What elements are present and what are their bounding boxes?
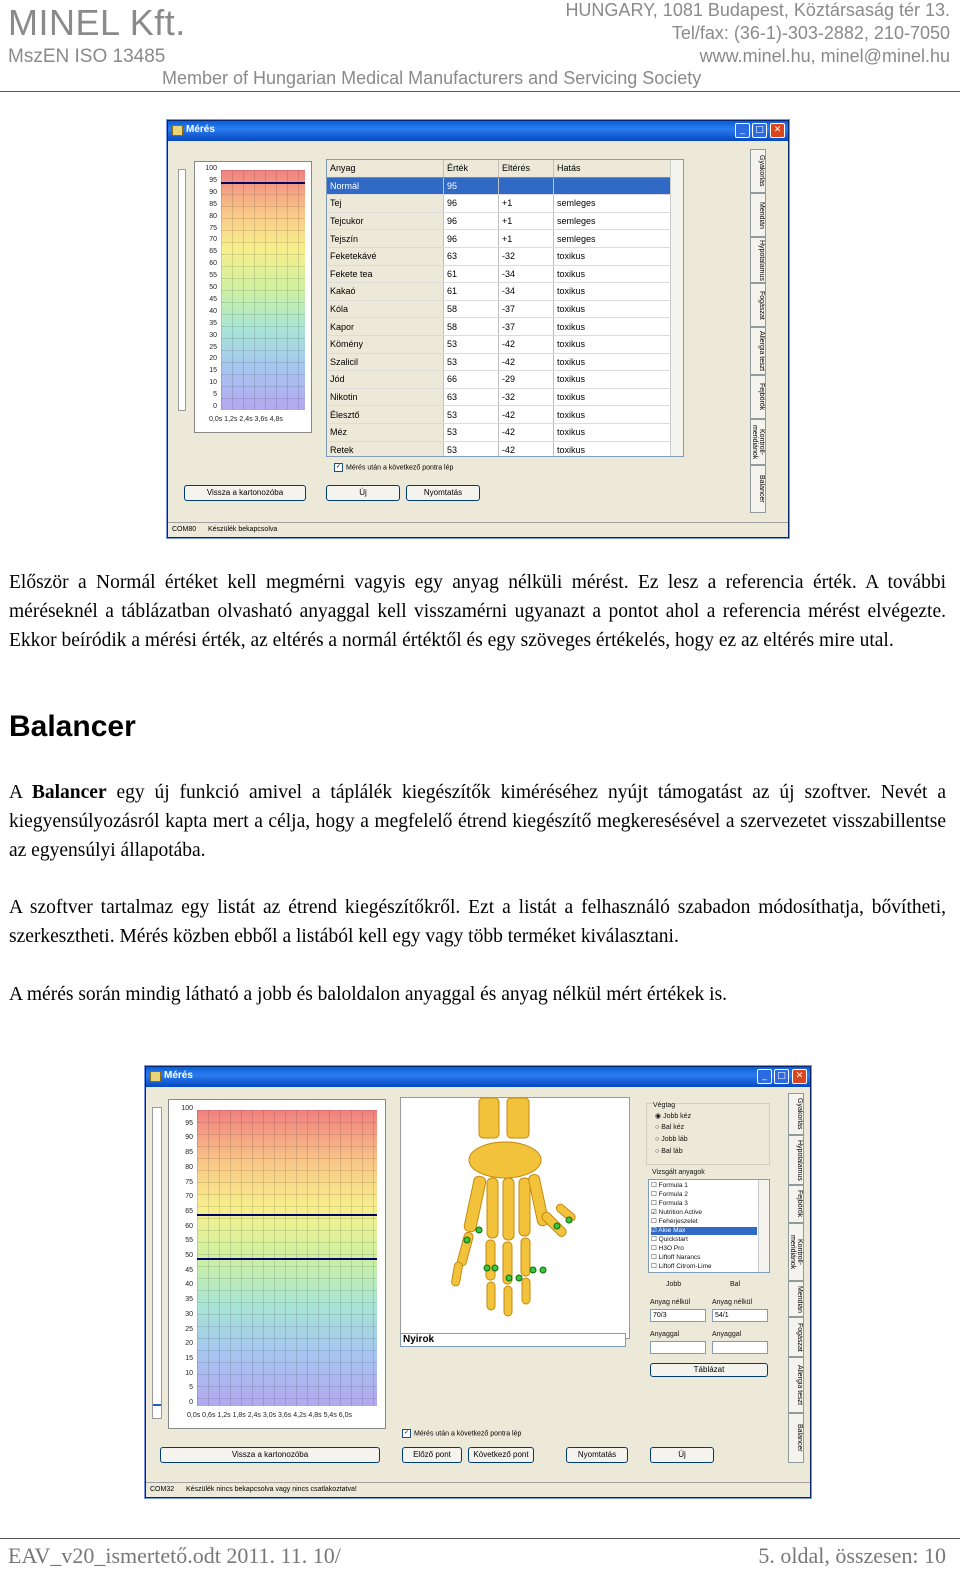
product-item[interactable]: ☐ Formula 2 [651,1191,688,1198]
app-icon [172,125,183,136]
table-cell-ertek: 96 [444,230,499,248]
table-cell-elteres: -42 [499,335,554,353]
table-cell-hatas: toxikus [554,300,683,318]
products-label: Vizsgált anyagok [652,1169,705,1176]
y-tick-label: 20 [209,355,217,363]
table-cell-anyag: Tejcukor [327,212,444,230]
footer-filename: EAV_v20_ismertető.odt 2011. 11. 10/ [8,1543,341,1568]
table-row[interactable] [327,230,683,248]
y-tick-label: 75 [185,1178,193,1186]
table-row[interactable] [327,423,683,441]
status-text: Készülék bekapcsolva [208,526,278,533]
limb-group-label: Végtag [653,1102,676,1109]
table-row[interactable] [327,247,683,265]
side-tab[interactable]: Allergia teszt [750,327,766,375]
table-row[interactable] [327,300,683,318]
table-cell-ertek: 66 [444,371,499,389]
table-cell-elteres: -32 [499,247,554,265]
window-titlebar [168,121,788,141]
table-cell-hatas: toxikus [554,283,683,301]
side-tab[interactable]: Allergia teszt [788,1357,804,1413]
table-cell-hatas: toxikus [554,388,683,406]
table-cell-hatas: toxikus [554,265,683,283]
measurement-window-2 [145,1066,811,1498]
level-slider[interactable] [178,169,186,411]
table-cell-anyag: Tejszín [327,230,444,248]
y-tick-label: 20 [185,1340,193,1348]
right-without-field[interactable]: 70/3 [650,1309,706,1322]
limb-radio[interactable]: ○ Jobb láb [655,1136,688,1143]
table-cell-anyag: Tej [327,195,444,213]
table-cell-elteres: -37 [499,318,554,336]
table-row[interactable] [327,406,683,424]
side-tab[interactable]: Fejbőrök [750,375,766,419]
table-cell-anyag: Kömény [327,335,444,353]
side-tab[interactable]: Fogászat [750,283,766,327]
table-cell-elteres: -37 [499,300,554,318]
table-cell-hatas: toxikus [554,335,683,353]
x-axis-ticks: 0,0s 1,2s 2,4s 3,6s 4,8s [209,416,283,423]
table-cell-anyag: Kapor [327,318,444,336]
y-tick-label: 60 [185,1222,193,1230]
limb-group [646,1103,770,1165]
y-tick-label: 55 [185,1237,193,1245]
close-icon[interactable]: ✕ [770,123,785,138]
checkbox-icon[interactable]: ☐ [651,1236,659,1243]
y-tick-label: 10 [209,379,217,387]
membership-line: Member of Hungarian Medical Manufacturers and Servicing Society [162,68,702,88]
product-item[interactable]: ☐ Liftoff Citrom-Lime [651,1263,712,1270]
reference-line [221,182,305,184]
level-slider[interactable] [152,1107,162,1419]
checkbox-icon[interactable]: ☑ [651,1209,659,1216]
table-cell-hatas [554,177,683,195]
table-cell-anyag: Kakaó [327,283,444,301]
new-button[interactable]: Új [650,1447,714,1463]
table-cell-ertek: 58 [444,318,499,336]
company-web: www.minel.hu, minel@minel.hu [699,46,950,66]
page-footer [0,1538,960,1584]
table-cell-anyag: Kóla [327,300,444,318]
table-scrollbar[interactable] [670,160,683,456]
list-paragraph: A szoftver tartalmaz egy listát az étrend kiegészítőkről. Ezt a listát a felhasználó szabadon módosíthatja, bővítheti, szerkesztheti. Mérés közben ebből a listából kell egy vagy több terméket kiválasztani. [9,897,946,947]
balancer-bold: Balancer [31,782,107,803]
table-cell-elteres: -42 [499,423,554,441]
maximize-icon[interactable]: □ [752,123,767,138]
table-cell-hatas: semleges [554,195,683,213]
table-cell-ertek: 63 [444,388,499,406]
company-phone: Tel/fax: (36-1)-303-2882, 210-7050 [671,23,950,43]
table-cell-elteres: -34 [499,265,554,283]
scale-gradient [221,170,305,410]
y-tick-label: 100 [181,1105,193,1112]
table-cell-ertek: 63 [444,247,499,265]
table-cell-ertek: 61 [444,283,499,301]
y-tick-label: 45 [209,295,217,303]
product-item[interactable]: ☑ Nutrition Active [651,1209,702,1216]
measure-paragraph: A mérés során mindig látható a jobb és baloldalon anyaggal és anyag nélkül mért értékek is. [9,984,728,1005]
hand-image[interactable] [400,1097,630,1339]
table-row[interactable] [327,441,683,457]
side-tab[interactable]: Fejbőrök [788,1185,804,1223]
left-reference-line [197,1258,377,1260]
table-cell-ertek: 61 [444,265,499,283]
table-cell-ertek: 96 [444,212,499,230]
status-port: COM32 [150,1486,175,1493]
side-tab[interactable]: Meridián [788,1281,804,1317]
table-cell-anyag: Nikotin [327,388,444,406]
y-tick-label: 65 [209,248,217,256]
table-cell-hatas: toxikus [554,318,683,336]
side-tab[interactable]: Gyakorlás [750,149,766,193]
new-button[interactable]: Új [326,485,400,501]
x-axis-ticks: 0,0s 0,6s 1,2s 1,8s 2,4s 3,0s 3,6s 4,2s 4,8s 5,4s 6,0s [187,1412,352,1419]
table-cell-elteres: -42 [499,353,554,371]
next-point-checkbox[interactable]: ✓ Mérés után a következő pontra lép [335,464,454,472]
products-list[interactable] [648,1179,770,1273]
minimize-icon[interactable]: _ [757,1069,772,1084]
product-item[interactable]: ☐ Liftoff Narancs [651,1254,701,1261]
status-bar [146,1482,810,1497]
y-tick-label: 45 [185,1266,193,1274]
table-cell-hatas: toxikus [554,353,683,371]
point-name-field: Nyirok [400,1333,626,1347]
right-with-label: Anyaggal [650,1331,680,1338]
hand-skeleton-icon [401,1098,629,1338]
checkbox-icon[interactable]: ☐ [651,1191,659,1198]
checkbox-icon[interactable]: ☐ [651,1263,659,1270]
status-text: Készülék nincs bekapcsolva vagy nincs csatlakoztatva! [186,1486,357,1493]
side-tab[interactable]: Balancer [788,1413,804,1463]
table-cell-ertek: 95 [444,177,499,195]
checkbox-icon[interactable]: ☐ [651,1200,659,1207]
status-port: COM80 [172,526,197,533]
limb-radio[interactable]: ◉ Jobb kéz [655,1113,692,1120]
y-tick-label: 95 [185,1119,193,1127]
y-tick-label: 55 [209,272,217,280]
list-scrollbar[interactable] [758,1180,769,1272]
table-cell-elteres: +1 [499,195,554,213]
table-row[interactable] [327,265,683,283]
side-tab[interactable]: Meridián [750,193,766,237]
page-header [0,0,960,92]
y-tick-label: 60 [209,260,217,268]
table-cell-ertek: 96 [444,195,499,213]
table-cell-anyag: Feketekávé [327,247,444,265]
table-cell-anyag: Méz [327,423,444,441]
table-cell-ertek: 53 [444,423,499,441]
table-cell-anyag: Normál [327,177,444,195]
table-row[interactable] [327,195,683,213]
left-without-label: Anyag nélkül [712,1299,753,1306]
balancer-paragraph: A Balancer egy új funkció amivel a táplálék kiegészítők kiméréséhez nyújt támogatást az új szoftver. Nevét a kiegyensúlyozásról kapta mert a célja, hogy a megfelelő étrend kiegészítő megkeresésével a szervezetet visszabillentse az egyensúlyi állapotába. [9,782,946,861]
y-tick-label: 25 [185,1325,193,1333]
y-tick-label: 25 [209,343,217,351]
y-tick-label: 90 [185,1134,193,1142]
window-title: Mérés [164,1070,193,1081]
table-cell-elteres: -42 [499,406,554,424]
table-row[interactable] [327,283,683,301]
table-cell-hatas: toxikus [554,406,683,424]
results-table[interactable] [326,159,684,457]
y-tick-label: 90 [209,188,217,196]
app-icon [150,1071,161,1082]
table-cell-hatas: semleges [554,230,683,248]
status-bar [168,522,788,537]
limb-radio[interactable]: ○ Bal kéz [655,1124,685,1131]
col-header-ertek[interactable]: Érték [444,160,499,177]
y-tick-label: 100 [205,165,217,172]
right-without-label: Anyag nélkül [650,1299,691,1306]
y-tick-label: 10 [185,1369,193,1377]
table-cell-anyag: Fekete tea [327,265,444,283]
table-row[interactable] [327,371,683,389]
product-item[interactable]: ☐ Formula 3 [651,1200,688,1207]
measurement-scale [194,161,312,433]
checkbox-icon[interactable]: ☐ [651,1182,659,1189]
y-tick-label: 70 [209,236,217,244]
table-cell-elteres: +1 [499,212,554,230]
y-tick-label: 15 [185,1354,193,1362]
table-row[interactable] [327,388,683,406]
table-cell-hatas: toxikus [554,247,683,265]
y-tick-label: 35 [185,1296,193,1304]
y-tick-label: 35 [209,319,217,327]
table-button[interactable]: Táblázat [650,1363,768,1377]
product-item[interactable]: ☐ H3O Pro [651,1245,684,1252]
y-tick-label: 75 [209,224,217,232]
maximize-icon[interactable]: □ [774,1069,789,1084]
col-header-hatas[interactable]: Hatás [554,160,683,177]
next-point-checkbox[interactable]: ✓ Mérés után a következő pontra lép [403,1430,522,1438]
table-cell-hatas: semleges [554,212,683,230]
y-tick-label: 80 [209,212,217,220]
product-item[interactable]: ☐ Formula 1 [651,1182,688,1189]
side-tab[interactable]: Kontroll-meridiánok [750,419,766,465]
next-point-button[interactable]: Következő pont [468,1447,534,1463]
checkbox-icon[interactable]: ☑ [651,1227,659,1234]
checkbox-icon[interactable]: ☐ [651,1254,659,1261]
y-tick-label: 40 [209,307,217,315]
back-to-cards-button[interactable]: Vissza a kartonozóba [184,485,306,501]
table-cell-hatas: toxikus [554,423,683,441]
print-button[interactable]: Nyomtatás [406,485,480,501]
table-row[interactable] [327,335,683,353]
radio-icon: ○ [655,1148,662,1155]
table-row[interactable] [327,353,683,371]
table-cell-hatas: toxikus [554,371,683,389]
y-tick-label: 70 [185,1193,193,1201]
y-tick-label: 50 [209,284,217,291]
section-heading: Balancer [9,710,136,743]
table-cell-elteres: -29 [499,371,554,389]
col-jobb-label: Jobb [666,1281,682,1288]
table-cell-anyag: Retek [327,441,444,457]
table-cell-elteres: -34 [499,283,554,301]
side-tab[interactable]: Hypotalamus [788,1135,804,1185]
iso-standard: MszEN ISO 13485 [8,46,166,67]
measurement-scale [168,1099,386,1429]
left-without-field[interactable]: 54/1 [712,1309,768,1322]
y-tick-label: 15 [209,367,217,375]
close-icon[interactable]: ✕ [792,1069,807,1084]
side-tab[interactable]: Hypotalamus [750,237,766,283]
table-cell-ertek: 58 [444,300,499,318]
radio-icon: ○ [655,1136,662,1143]
y-tick-label: 5 [213,391,217,399]
table-cell-hatas: toxikus [554,441,683,457]
y-tick-label: 80 [185,1163,193,1171]
left-with-field[interactable] [712,1341,768,1354]
table-cell-elteres [499,177,554,195]
y-tick-label: 0 [189,1399,193,1406]
right-with-field[interactable] [650,1341,706,1354]
product-item[interactable]: ☐ Quickstart [651,1236,688,1243]
side-tab[interactable]: Gyakorlás [788,1093,804,1135]
window-title: Mérés [186,124,215,135]
col-bal-label: Bal [730,1281,741,1288]
col-header-elteres[interactable]: Eltérés [499,160,554,177]
table-cell-elteres: -42 [499,441,554,457]
table-cell-ertek: 53 [444,441,499,457]
table-cell-ertek: 53 [444,353,499,371]
table-row[interactable] [327,177,683,195]
y-tick-label: 85 [185,1149,193,1157]
y-tick-label: 85 [209,200,217,208]
company-name: MINEL Kft. [8,2,186,43]
side-tab[interactable]: Kontroll-meridiánok [788,1223,804,1281]
y-tick-label: 50 [185,1252,193,1259]
minimize-icon[interactable]: _ [735,123,750,138]
window-titlebar [146,1067,810,1087]
y-tick-label: 65 [185,1207,193,1215]
checkbox-icon[interactable]: ☐ [651,1245,659,1252]
col-header-anyag[interactable]: Anyag [327,160,444,177]
checkbox-icon[interactable]: ☐ [651,1218,659,1225]
scale-gradient [197,1110,377,1406]
table-cell-anyag: Szalicil [327,353,444,371]
y-tick-label: 30 [185,1310,193,1318]
product-item[interactable]: ☑ Aloe Max [651,1227,757,1235]
measurement-window-1 [167,120,789,538]
company-address: HUNGARY, 1081 Budapest, Köztársaság tér 13. [565,0,950,20]
limb-radio[interactable]: ○ Bal láb [655,1148,683,1155]
y-tick-label: 95 [209,176,217,184]
y-tick-label: 40 [185,1281,193,1289]
table-row[interactable] [327,318,683,336]
previous-point-button[interactable]: Előző pont [402,1447,462,1463]
left-with-label: Anyaggal [712,1331,742,1338]
y-tick-label: 0 [213,403,217,410]
table-cell-anyag: Élesztő [327,406,444,424]
table-cell-ertek: 53 [444,406,499,424]
table-cell-elteres: -32 [499,388,554,406]
table-row[interactable] [327,212,683,230]
table-cell-elteres: +1 [499,230,554,248]
right-reference-line [197,1214,377,1216]
print-button[interactable]: Nyomtatás [566,1447,628,1463]
table-cell-anyag: Jód [327,371,444,389]
back-to-cards-button[interactable]: Vissza a kartonozóba [160,1447,380,1463]
y-tick-label: 5 [189,1384,193,1392]
side-tab[interactable]: Balancer [750,465,766,513]
y-tick-label: 30 [209,331,217,339]
side-tab[interactable]: Fogászat [788,1317,804,1357]
intro-paragraph: Először a Normál értéket kell megmérni vagyis egy anyag nélküli mérést. Ez lesz a referencia érték. A további méréseknél a táblázatban olvasható anyaggal kell visszamérni ugyanazt a pontot ahol a referencia mérést elvégezte. Ekkor beíródik a mérési érték, az eltérés a normál értéktől és egy szöveges értékelés, hogy ez az eltérés mire utal. [9,572,946,651]
table-cell-ertek: 53 [444,335,499,353]
radio-icon: ○ [655,1124,662,1131]
product-item[interactable]: ☐ Fehérjeszelet [651,1218,698,1225]
radio-icon: ◉ [655,1113,664,1120]
footer-page-number: 5. oldal, összesen: 10 [758,1543,946,1568]
